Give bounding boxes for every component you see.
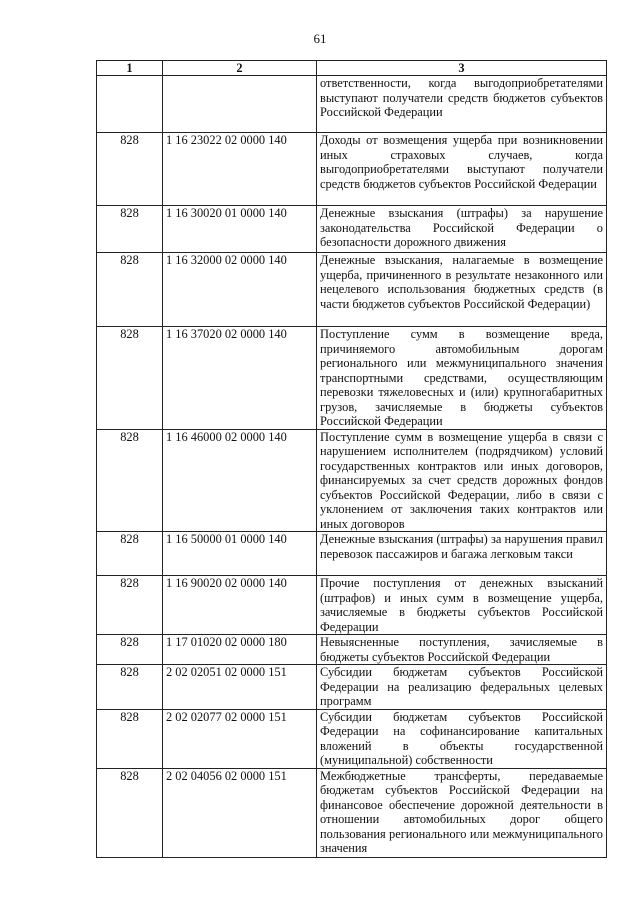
revenue-name-cell: ответственности, когда выгодоприобретателями выступают получатели средств бюджетов субъектов Российской Федерации [317, 76, 607, 133]
table-row [97, 133, 607, 206]
admin-code-cell: 828 [97, 768, 163, 857]
kbk-cell: 1 16 32000 02 0000 140 [163, 253, 317, 327]
table-row [97, 327, 607, 430]
kbk-cell: 2 02 04056 02 0000 151 [163, 768, 317, 857]
table-row [97, 253, 607, 327]
admin-code-cell: 828 [97, 206, 163, 253]
revenue-code-table [96, 60, 607, 858]
revenue-name-cell: Невыясненные поступления, зачисляемые в бюджеты субъектов Российской Федерации [317, 635, 607, 665]
revenue-name-cell: Денежные взыскания (штрафы) за нарушения правил перевозок пассажиров и багажа легковым такси [317, 532, 607, 576]
admin-code-cell: 828 [97, 576, 163, 635]
revenue-name-cell: Субсидии бюджетам субъектов Российской Федерации на софинансирование капитальных вложений в объекты государственной (муниципальной) собственности [317, 709, 607, 768]
kbk-cell: 1 17 01020 02 0000 180 [163, 635, 317, 665]
admin-code-cell: 828 [97, 253, 163, 327]
column-header-name: 3 [317, 61, 607, 76]
column-header-kbk: 2 [163, 61, 317, 76]
kbk-cell: 2 02 02077 02 0000 151 [163, 709, 317, 768]
table-row [97, 665, 607, 710]
table-row [97, 709, 607, 768]
column-header-admin-code: 1 [97, 61, 163, 76]
table-header-row [97, 61, 607, 76]
table-row [97, 429, 607, 532]
kbk-cell: 1 16 46000 02 0000 140 [163, 429, 317, 532]
table-row [97, 635, 607, 665]
page-number: 61 [313, 31, 327, 46]
admin-code-cell: 828 [97, 532, 163, 576]
admin-code-cell: 828 [97, 429, 163, 532]
table-row [97, 768, 607, 857]
kbk-cell: 1 16 50000 01 0000 140 [163, 532, 317, 576]
revenue-name-cell: Денежные взыскания, налагаемые в возмещение ущерба, причиненного в результате незаконного или нецелевого использования бюджетных средств (в части бюджетов субъектов Российской Федерации) [317, 253, 607, 327]
revenue-name-cell: Прочие поступления от денежных взысканий (штрафов) и иных сумм в возмещение ущерба, зачисляемые в бюджеты субъектов Российской Федерации [317, 576, 607, 635]
kbk-cell [163, 76, 317, 133]
table-row [97, 576, 607, 635]
admin-code-cell [97, 76, 163, 133]
kbk-cell: 2 02 02051 02 0000 151 [163, 665, 317, 710]
table-row [97, 532, 607, 576]
revenue-name-cell: Поступление сумм в возмещение ущерба в связи с нарушением исполнителем (подрядчиком) условий государственных контрактов или иных договоров, финансируемых за счет средств дорожных фондов субъектов Российской Федерации, либо в связи с уклонением от заключения таких контрактов или иных договоров [317, 429, 607, 532]
revenue-name-cell: Денежные взыскания (штрафы) за нарушение законодательства Российской Федерации о безопасности дорожного движения [317, 206, 607, 253]
revenue-name-cell: Субсидии бюджетам субъектов Российской Федерации на реализацию федеральных целевых программ [317, 665, 607, 710]
kbk-cell: 1 16 37020 02 0000 140 [163, 327, 317, 430]
admin-code-cell: 828 [97, 709, 163, 768]
kbk-cell: 1 16 23022 02 0000 140 [163, 133, 317, 206]
admin-code-cell: 828 [97, 635, 163, 665]
revenue-name-cell: Поступление сумм в возмещение вреда, причиняемого автомобильным дорогам регионального или межмуниципального значения транспортными средствами, осуществляющим перевозки тяжеловесных и (или) крупногабаритных грузов, зачисляемые в бюджеты субъектов Российской Федерации [317, 327, 607, 430]
table-row [97, 206, 607, 253]
table-row [97, 76, 607, 133]
admin-code-cell: 828 [97, 327, 163, 430]
revenue-name-cell: Межбюджетные трансферты, передаваемые бюджетам субъектов Российской Федерации на финансовое обеспечение дорожной деятельности в отношении автомобильных дорог общего пользования регионального или межмуниципального значения [317, 768, 607, 857]
admin-code-cell: 828 [97, 133, 163, 206]
admin-code-cell: 828 [97, 665, 163, 710]
revenue-name-cell: Доходы от возмещения ущерба при возникновении иных страховых случаев, когда выгодоприобретателями выступают получатели средств бюджетов субъектов Российской Федерации [317, 133, 607, 206]
kbk-cell: 1 16 30020 01 0000 140 [163, 206, 317, 253]
kbk-cell: 1 16 90020 02 0000 140 [163, 576, 317, 635]
